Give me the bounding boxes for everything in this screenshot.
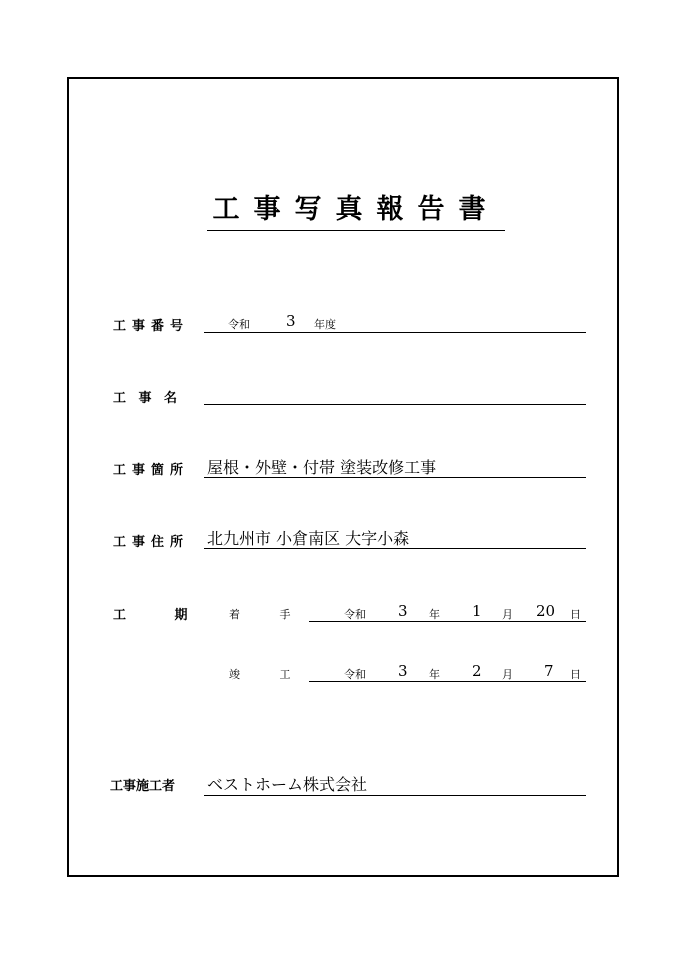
period-end-day: 7 xyxy=(544,662,554,680)
period-start-era: 令和 xyxy=(344,608,366,621)
construction-address-label: 工事住所 xyxy=(113,535,190,550)
period-start-day-unit: 日 xyxy=(570,608,581,621)
period-start-label: 着 手 xyxy=(229,608,291,621)
construction-period-label: 工 期 xyxy=(113,608,188,623)
construction-address-value: 北九州市 小倉南区 大字小森 xyxy=(207,529,410,548)
period-start-year-unit: 年 xyxy=(429,608,440,621)
period-end-label: 竣 工 xyxy=(229,668,291,681)
period-end-day-unit: 日 xyxy=(570,668,581,681)
period-start-year: 3 xyxy=(398,602,408,620)
construction-number-era: 令和 xyxy=(228,318,250,331)
construction-number-line xyxy=(204,332,586,333)
period-end-line xyxy=(309,681,586,682)
construction-number-unit: 年度 xyxy=(314,318,336,331)
period-end-month-unit: 月 xyxy=(502,668,513,681)
period-start-month: 1 xyxy=(472,602,482,620)
period-start-month-unit: 月 xyxy=(502,608,513,621)
period-end-year: 3 xyxy=(398,662,408,680)
construction-location-label: 工事箇所 xyxy=(113,463,190,478)
period-start-line xyxy=(309,621,586,622)
document-title: 工事写真報告書 xyxy=(207,190,505,231)
contractor-line xyxy=(204,795,586,796)
period-start-day: 20 xyxy=(536,602,556,620)
construction-location-line xyxy=(204,477,586,478)
construction-number-year: 3 xyxy=(286,312,296,330)
construction-address-line xyxy=(204,548,586,549)
contractor-label: 工事施工者 xyxy=(110,779,176,794)
construction-location-value: 屋根・外壁・付帯 塗装改修工事 xyxy=(207,458,437,477)
period-end-month: 2 xyxy=(472,662,482,680)
construction-number-label: 工事番号 xyxy=(113,319,190,334)
contractor-value: ベストホーム株式会社 xyxy=(207,775,368,794)
construction-name-line xyxy=(204,404,586,405)
construction-name-label: 工 事 名 xyxy=(113,391,178,406)
period-end-era: 令和 xyxy=(344,668,366,681)
period-end-year-unit: 年 xyxy=(429,668,440,681)
